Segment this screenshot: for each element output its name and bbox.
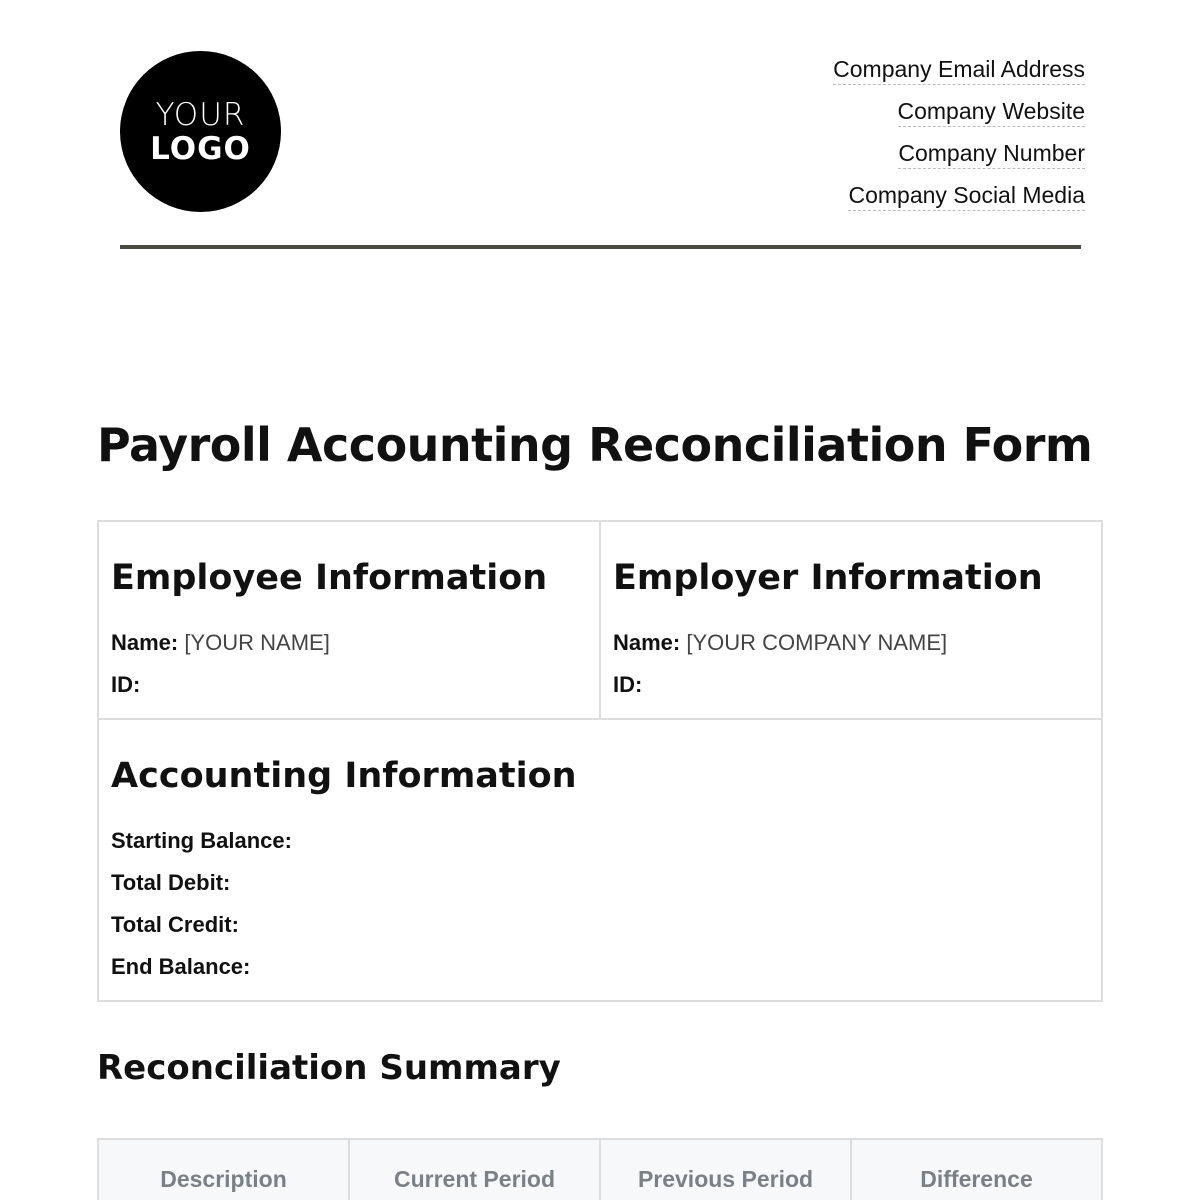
end-balance-label: End Balance: xyxy=(111,954,251,979)
total-debit-label: Total Debit: xyxy=(111,870,231,895)
column-header-difference: Difference xyxy=(851,1139,1102,1200)
employee-name-value: [YOUR NAME] xyxy=(184,630,330,655)
table-header-row xyxy=(98,1139,1102,1200)
company-logo xyxy=(120,51,281,212)
summary-heading: Reconciliation Summary xyxy=(97,1048,561,1088)
accounting-info-cell xyxy=(99,720,1101,1000)
employee-id-label: ID: xyxy=(111,672,141,697)
summary-table xyxy=(97,1138,1103,1200)
company-social-media: Company Social Media xyxy=(848,182,1085,211)
employee-info-cell xyxy=(99,522,599,718)
column-header-previous-period: Previous Period xyxy=(600,1139,851,1200)
employer-id-label: ID: xyxy=(613,672,643,697)
header-divider xyxy=(120,245,1081,249)
total-credit-label: Total Credit: xyxy=(111,912,239,937)
employee-heading: Employee Information xyxy=(111,558,548,598)
employer-name-value: [YOUR COMPANY NAME] xyxy=(686,630,948,655)
logo-line-2: LOGO xyxy=(150,130,251,167)
employee-name-label: Name: xyxy=(111,630,179,655)
company-number: Company Number xyxy=(898,140,1085,169)
company-website: Company Website xyxy=(898,98,1086,127)
column-header-description: Description xyxy=(98,1139,349,1200)
company-contacts xyxy=(833,54,1085,222)
info-table xyxy=(97,520,1103,1002)
page-title: Payroll Accounting Reconciliation Form xyxy=(97,418,1093,472)
column-header-current-period: Current Period xyxy=(349,1139,600,1200)
employer-name-label: Name: xyxy=(613,630,681,655)
employer-info-cell xyxy=(599,522,1101,718)
employer-heading: Employer Information xyxy=(613,558,1043,598)
starting-balance-label: Starting Balance: xyxy=(111,828,292,853)
accounting-heading: Accounting Information xyxy=(111,756,577,796)
logo-line-1: YOUR xyxy=(155,96,246,133)
company-email: Company Email Address xyxy=(833,56,1085,85)
